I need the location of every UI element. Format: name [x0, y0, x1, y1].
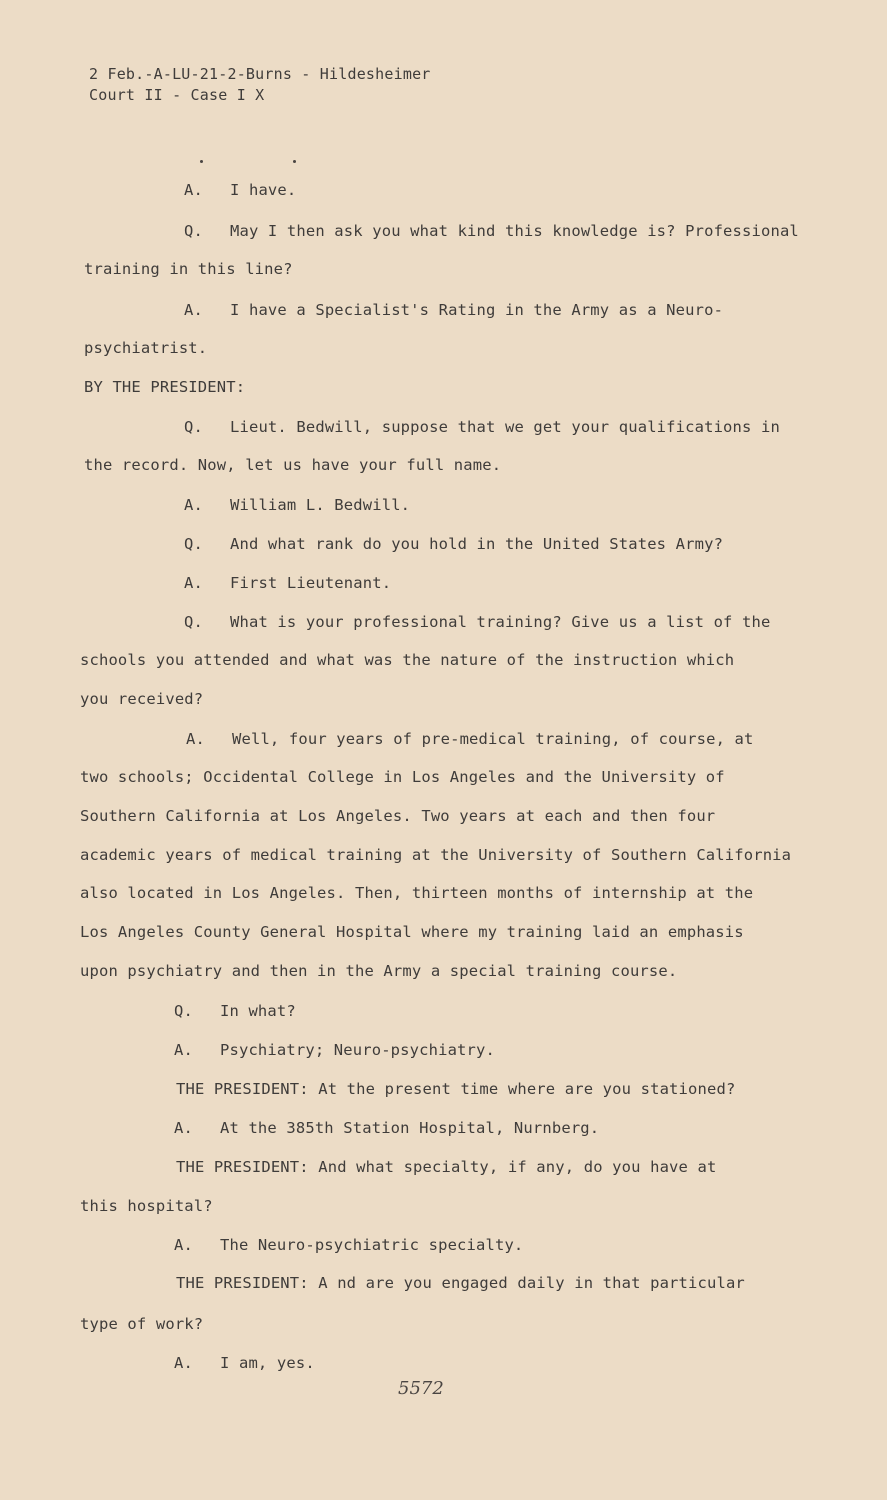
line-text: schools you attended and what was the nature of the instruction which: [80, 651, 735, 669]
transcript-line: [184, 221, 799, 241]
line-text: I have.: [230, 181, 297, 199]
transcript-line: [176, 1079, 735, 1099]
line-text: training in this line?: [84, 260, 293, 278]
speaker-label: A.: [186, 730, 205, 748]
speaker-label: A.: [174, 1236, 193, 1254]
line-text: BY THE PRESIDENT:: [84, 378, 246, 396]
document-header: [89, 64, 431, 106]
transcript-line: [184, 417, 780, 437]
transcript-line: [80, 1196, 213, 1216]
line-text: At the 385th Station Hospital, Nurnberg.: [220, 1119, 600, 1137]
stray-mark: [200, 160, 203, 163]
line-text: I have a Specialist's Rating in the Army as a Neuro-: [230, 301, 724, 319]
page-number: 5572: [398, 1378, 444, 1399]
line-text: THE PRESIDENT: At the present time where are you stationed?: [176, 1080, 736, 1098]
transcript-line: [80, 845, 791, 865]
line-text: you received?: [80, 690, 204, 708]
transcript-line: [174, 1235, 523, 1255]
transcript-line: [174, 1353, 315, 1373]
speaker-label: Q.: [184, 418, 203, 436]
speaker-label: Q.: [184, 613, 203, 631]
speaker-label: Q.: [184, 222, 203, 240]
line-text: Los Angeles County General Hospital where my training laid an emphasis: [80, 923, 744, 941]
transcript-line: [184, 612, 770, 632]
line-text: psychiatrist.: [84, 339, 208, 357]
line-text: William L. Bedwill.: [230, 496, 411, 514]
transcript-line: [80, 1314, 203, 1334]
transcript-line: [84, 259, 293, 279]
transcript-line: [174, 1040, 495, 1060]
line-text: Lieut. Bedwill, suppose that we get your qualifications in: [230, 418, 780, 436]
header-line-1: 2 Feb.-A-LU-21-2-Burns - Hildesheimer: [89, 65, 431, 83]
line-text: Psychiatry; Neuro-psychiatry.: [220, 1041, 495, 1059]
transcript-line: [80, 961, 677, 981]
speaker-label: A.: [184, 574, 203, 592]
line-text: I am, yes.: [220, 1354, 315, 1372]
transcript-line: [80, 883, 753, 903]
speaker-label: Q.: [184, 535, 203, 553]
speaker-label: Q.: [174, 1002, 193, 1020]
transcript-line: [184, 495, 410, 515]
speaker-label: A.: [174, 1119, 193, 1137]
transcript-line: [186, 729, 754, 749]
speaker-label: A.: [174, 1354, 193, 1372]
line-text: this hospital?: [80, 1197, 213, 1215]
line-text: What is your professional training? Give us a list of the: [230, 613, 771, 631]
transcript-line: [176, 1273, 745, 1293]
line-text: The Neuro-psychiatric specialty.: [220, 1236, 524, 1254]
line-text: Well, four years of pre-medical training, of course, at: [232, 730, 754, 748]
transcript-line: [174, 1001, 296, 1021]
transcript-line: [80, 922, 744, 942]
line-text: And what rank do you hold in the United States Army?: [230, 535, 724, 553]
transcript-line: [84, 338, 207, 358]
transcript-line: [84, 377, 245, 397]
line-text: In what?: [220, 1002, 296, 1020]
transcript-line: [174, 1118, 599, 1138]
transcript-line: [184, 573, 391, 593]
transcript-line: [80, 767, 725, 787]
transcript-line: [80, 806, 715, 826]
transcript-line: [80, 650, 734, 670]
transcript-line: [184, 534, 723, 554]
header-line-2: Court II - Case I X: [89, 86, 265, 104]
transcript-line: [184, 180, 296, 200]
line-text: May I then ask you what kind this knowledge is? Professional: [230, 222, 799, 240]
line-text: THE PRESIDENT: A nd are you engaged daily in that particular: [176, 1274, 745, 1292]
transcript-line: [84, 455, 501, 475]
speaker-label: A.: [184, 496, 203, 514]
line-text: THE PRESIDENT: And what specialty, if any, do you have at: [176, 1158, 717, 1176]
line-text: the record. Now, let us have your full name.: [84, 456, 502, 474]
speaker-label: A.: [174, 1041, 193, 1059]
line-text: Southern California at Los Angeles. Two years at each and then four: [80, 807, 716, 825]
stray-mark: [293, 160, 296, 163]
line-text: two schools; Occidental College in Los Angeles and the University of: [80, 768, 725, 786]
speaker-label: A.: [184, 301, 203, 319]
transcript-line: [184, 300, 723, 320]
speaker-label: A.: [184, 181, 203, 199]
transcript-line: [80, 689, 203, 709]
line-text: type of work?: [80, 1315, 204, 1333]
line-text: upon psychiatry and then in the Army a special training course.: [80, 962, 678, 980]
line-text: academic years of medical training at the University of Southern California: [80, 846, 792, 864]
transcript-line: [176, 1157, 716, 1177]
line-text: First Lieutenant.: [230, 574, 392, 592]
line-text: also located in Los Angeles. Then, thirteen months of internship at the: [80, 884, 754, 902]
